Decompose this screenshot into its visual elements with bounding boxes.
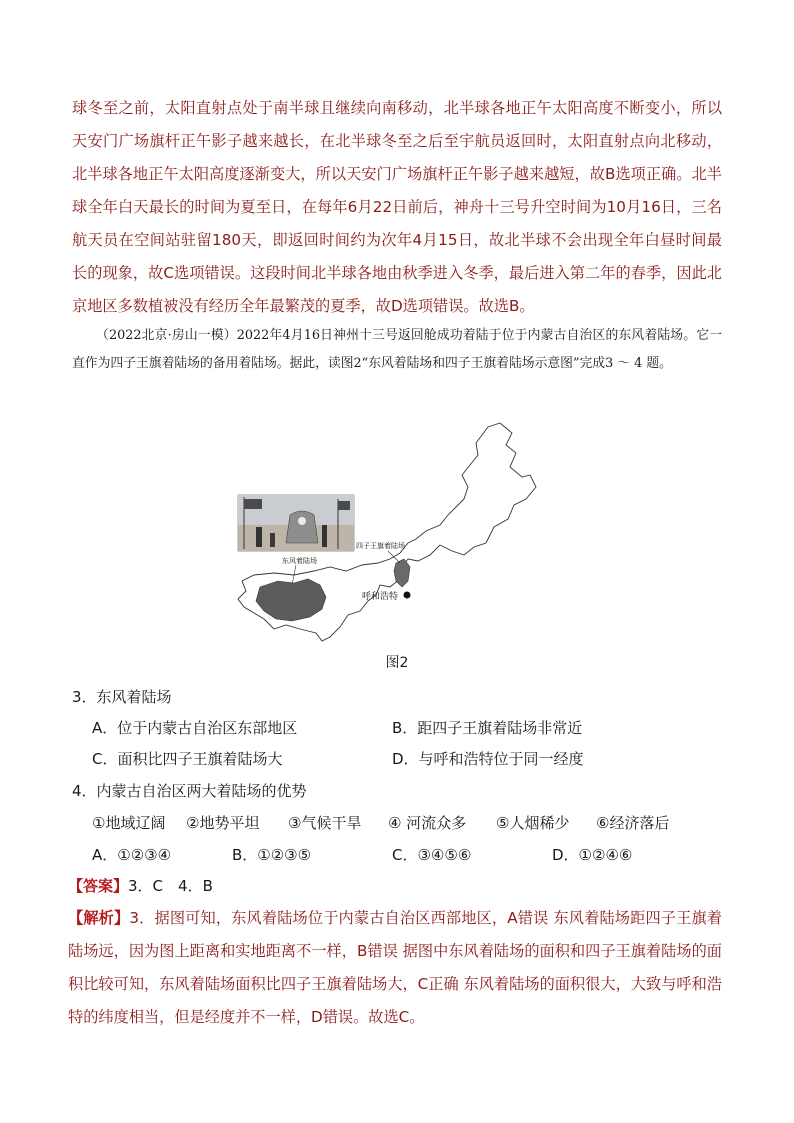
analysis-text: 3．据图可知，东风着陆场位于内蒙古自治区西部地区，A错误 东风着陆场距四子王旗着陆场远，因为图上距离和实地距离不一样，B错误 据图中东风着陆场的面积和四子王旗着陆场的面积比较可知，东风着陆场面积比四子王旗着陆场大，C正确 东风着陆场的面积很大，大致与呼和浩特的纬度相当，但是经度并不一样，D错误。故选C。 — [68, 909, 723, 1026]
question-3-stem: 3．东风着陆场 — [72, 688, 172, 706]
answer-text: 3．C 4．B — [128, 877, 213, 895]
question-4-option-b[interactable]: B．①②③⑤ — [232, 846, 312, 864]
question-4-item: ①地域辽阔 — [92, 814, 166, 832]
question-intro: （2022北京·房山一模）2022年4月16日神州十三号返回舱成功着陆于位于内蒙古自治区的东风着陆场。它一直作为四子王旗着陆场的备用着陆场。据此，读图2“东风着陆场和四子王旗着陆场示意图”完成3 ～ 4 题。 — [72, 328, 722, 371]
question-4-item: ②地势平坦 — [186, 814, 260, 832]
question-3-option-c[interactable]: C．面积比四子王旗着陆场大 — [92, 750, 283, 768]
figure-caption: 图2 — [385, 655, 409, 671]
question-4-option-d[interactable]: D．①②④⑥ — [552, 846, 633, 864]
landing-site-map — [230, 415, 570, 650]
dongfeng-label: 东风着陆场 — [282, 557, 317, 565]
analysis-tag: 【解析】 — [68, 909, 130, 927]
question-4-item: ③气候干旱 — [288, 814, 362, 832]
question-4-stem: 4．内蒙古自治区两大着陆场的优势 — [72, 782, 307, 800]
siziwang-label: 四子王旗着陆场 — [356, 542, 405, 550]
question-4-item: ⑤人烟稀少 — [496, 814, 570, 832]
question-4-item: ⑥经济落后 — [596, 814, 670, 832]
question-3-option-d[interactable]: D．与呼和浩特位于同一经度 — [392, 750, 584, 768]
hohhot-dot — [404, 592, 411, 599]
analysis-paragraph — [68, 902, 722, 1034]
question-3-option-a[interactable]: A．位于内蒙古自治区东部地区 — [92, 719, 298, 737]
answer-tag: 【答案】 — [68, 877, 129, 895]
question-4-item: ④ 河流众多 — [388, 814, 467, 832]
question-4-option-a[interactable]: A．①②③④ — [92, 846, 172, 864]
question-4-option-c[interactable]: C．③④⑤⑥ — [392, 846, 472, 864]
landing-photo-inset — [238, 495, 354, 551]
hohhot-label: 呼和浩特 — [362, 592, 399, 602]
answer-line — [68, 876, 213, 896]
question-3-option-b[interactable]: B．距四子王旗着陆场非常近 — [392, 719, 583, 737]
explanation-paragraph: 球冬至之前，太阳直射点处于南半球且继续向南移动，北半球各地正午太阳高度不断变小，所以天安门广场旗杆正午影子越来越长，在北半球冬至之后至宇航员返回时，太阳直射点向北移动，北半球各地正午太阳高度逐渐变大，所以天安门广场旗杆正午影子越来越短，故B选项正确。北半球全年白天最长的时间为夏至日，在每年6月22日前后，神舟十三号升空时间为10月16日，三名航天员在空间站驻留180天，即返回时间约为次年4月15日，故北半球不会出现全年白昼时间最长的现象，故C选项错误。这段时间北半球各地由秋季进入冬季，最后进入第二年的春季，因此北京地区多数植被没有经历全年最繁茂的夏季，故D选项错误。故选B。 — [72, 99, 722, 315]
siziwang-landing-area — [394, 559, 410, 587]
